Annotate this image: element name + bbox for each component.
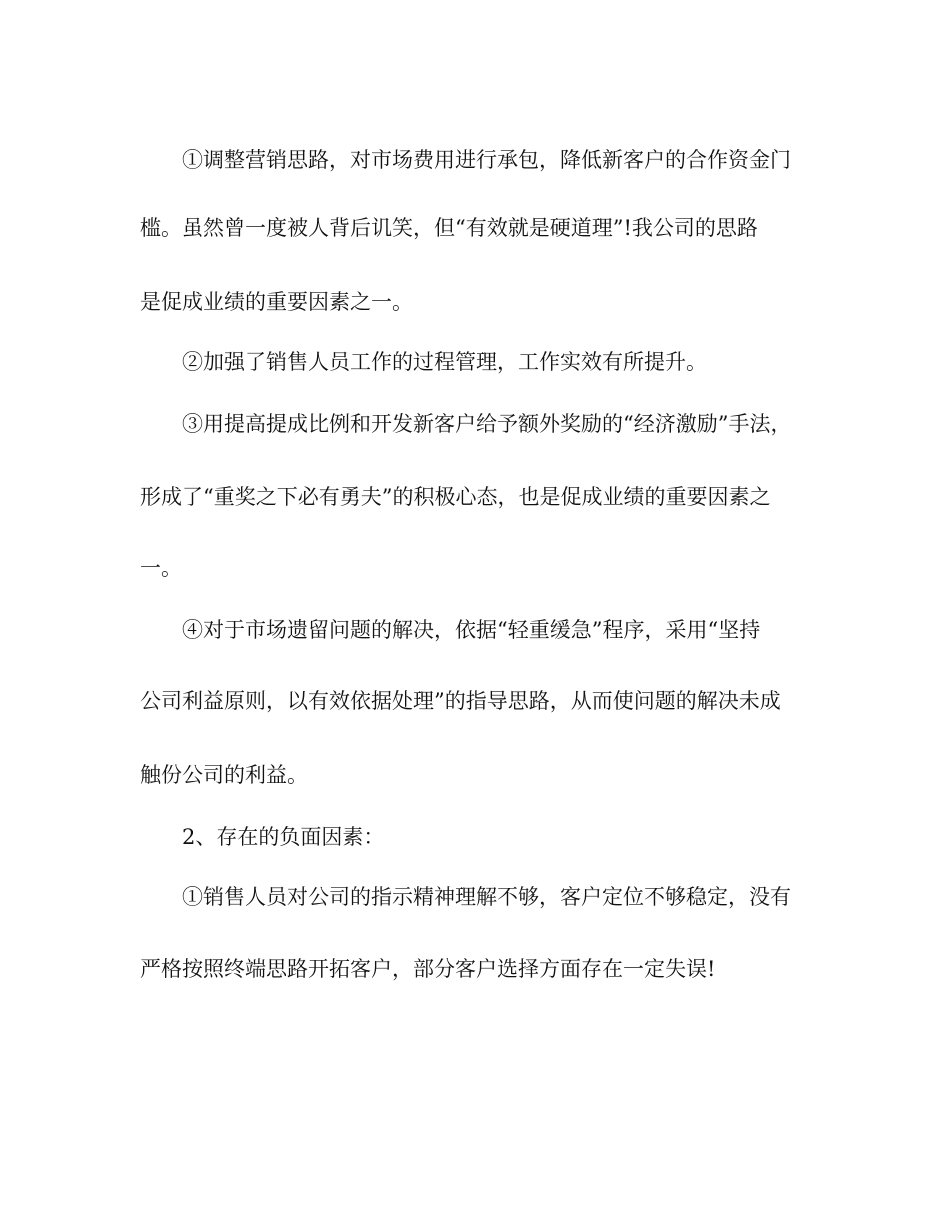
paragraph-1-line-1: ①调整营销思路，对市场费用进行承包，降低新客户的合作资金门	[182, 148, 791, 172]
paragraph-3-line-2: 形成了“重奖之下必有勇夫”的积极心态，也是促成业绩的重要因素之	[140, 485, 771, 509]
paragraph-4-line-1: ④对于市场遗留问题的解决，依据“轻重缓急”程序，采用“坚持	[182, 618, 761, 642]
paragraph-4-line-2: 公司利益原则，以有效依据处理”的指导思路，从而使问题的解决未成	[140, 689, 781, 713]
paragraph-5-line-1: ①销售人员对公司的指示精神理解不够，客户定位不够稳定，没有	[182, 885, 791, 909]
paragraph-4-line-3: 触份公司的利益。	[140, 763, 308, 787]
paragraph-3-line-1: ③用提高提成比例和开发新客户给予额外奖励的“经济激励”手法，	[182, 412, 792, 436]
paragraph-1-line-2: 槛。虽然曾一度被人背后讥笑，但“有效就是硬道理”!我公司的思路	[140, 216, 758, 240]
section-heading-negative-factors: 2、存在的负面因素：	[182, 825, 385, 849]
paragraph-1-line-3: 是促成业绩的重要因素之一。	[140, 290, 413, 314]
paragraph-5-line-2: 严格按照终端思路开拓客户，部分客户选择方面存在一定失误!	[140, 957, 716, 981]
paragraph-2-line-1: ②加强了销售人员工作的过程管理，工作实效有所提升。	[182, 350, 707, 374]
paragraph-3-line-3: 一。	[140, 556, 182, 580]
